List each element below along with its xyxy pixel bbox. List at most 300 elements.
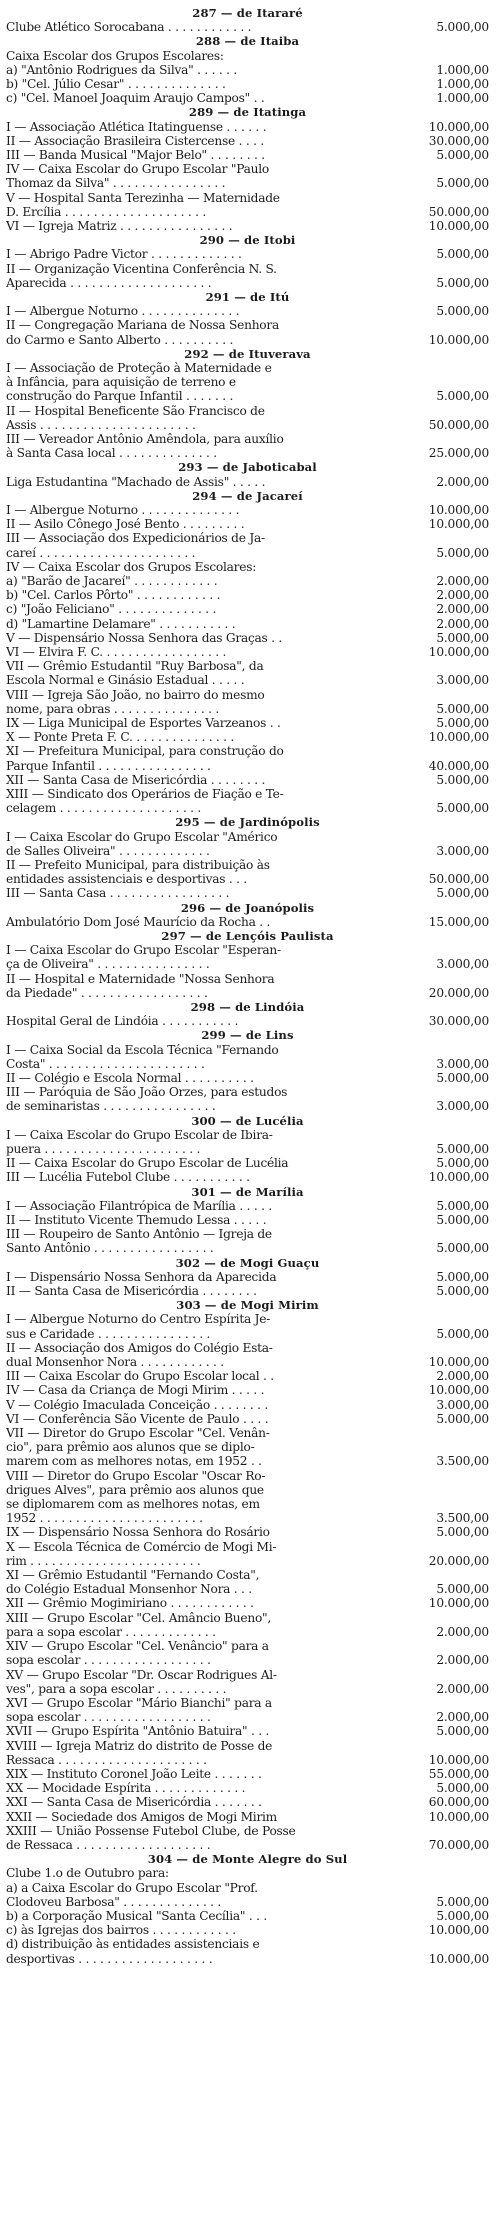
entry-line — [6, 787, 489, 801]
entry-text: II — Caixa Escolar do Grupo Escolar de Lucélia — [6, 1156, 289, 1171]
entry-amount: 3.000,00 — [436, 1099, 489, 1114]
entry-line — [6, 659, 489, 673]
entry-text: XVIII — Igreja Matriz do distrito de Posse de — [6, 1738, 273, 1753]
entry-text: I — Caixa Social da Escola Técnica "Fernando — [6, 1042, 279, 1057]
entry-text: nome, para obras . . . . . . . . . . . . . . . — [6, 701, 219, 716]
entry-line — [6, 617, 489, 631]
entry-amount: 10.000,00 — [428, 332, 489, 347]
entry-line — [6, 1668, 489, 1682]
entry-line — [6, 1398, 489, 1412]
entry-amount: 5.000,00 — [436, 247, 489, 262]
entry-text: de Ressaca . . . . . . . . . . . . . . . . . . . — [6, 1837, 211, 1852]
entry-text: III — Lucélia Futebol Clube . . . . . . . . . . . — [6, 1170, 250, 1185]
section-heading: 292 — de Ituverava — [184, 346, 311, 361]
entry-amount: 10.000,00 — [428, 645, 489, 660]
entry-line — [6, 830, 489, 844]
entry-text: se diplomarem com as melhores notas, em — [6, 1497, 260, 1512]
entry-text: XIX — Instituto Coronel João Leite . . . . . . . — [6, 1766, 262, 1781]
entry-amount: 2.000,00 — [436, 1653, 489, 1668]
entry-line — [6, 943, 489, 957]
entry-text: b) "Cel. Júlio Cesar" . . . . . . . . . . . . . . — [6, 76, 226, 91]
entry-line — [6, 1043, 489, 1057]
entry-amount: 5.000,00 — [436, 801, 489, 816]
entry-amount: 5.000,00 — [436, 1269, 489, 1284]
entry-line — [6, 1156, 489, 1170]
entry-text: I — Abrigo Padre Victor . . . . . . . . . . . . . — [6, 247, 242, 262]
entry-line — [6, 418, 489, 432]
entry-text: II — Santa Casa de Misericórdia . . . . . . . . — [6, 1284, 257, 1299]
entry-line — [6, 1213, 489, 1227]
entry-text: IX — Dispensário Nossa Senhora do Rosário — [6, 1525, 270, 1540]
entry-text: IV — Caixa Escolar dos Grupos Escolares: — [6, 559, 257, 574]
entry-line — [6, 844, 489, 858]
entry-text: II — Associação dos Amigos do Colégio Esta- — [6, 1340, 273, 1355]
entry-text: construção do Parque Infantil . . . . . . . — [6, 389, 234, 404]
entry-text: II — Congregação Mariana de Nossa Senhora — [6, 318, 279, 333]
entry-amount: 10.000,00 — [428, 1170, 489, 1185]
entry-line — [6, 773, 489, 787]
entry-text: b) a Corporação Musical "Santa Cecília" . . . — [6, 1908, 267, 1923]
entry-line — [6, 1696, 489, 1710]
entry-text: sopa escolar . . . . . . . . . . . . . . . . . . — [6, 1710, 211, 1725]
entry-line — [6, 389, 489, 403]
entry-text: à Infância, para aquisição de terreno e — [6, 375, 236, 390]
entry-amount: 10.000,00 — [428, 1355, 489, 1370]
entry-line — [6, 1582, 489, 1596]
entry-text: desportivas . . . . . . . . . . . . . . . . . . . — [6, 1951, 213, 1966]
entry-text: 1952 . . . . . . . . . . . . . . . . . . . . . . . — [6, 1511, 203, 1526]
entry-line — [6, 1312, 489, 1326]
entry-text: XXIII — União Possense Futebol Clube, de Posse — [6, 1823, 296, 1838]
section-heading: 299 — de Lins — [201, 1028, 294, 1043]
entry-text: de Salles Oliveira" . . . . . . . . . . . . . — [6, 843, 210, 858]
entry-line — [6, 77, 489, 91]
entry-line — [6, 744, 489, 758]
entry-line — [6, 1483, 489, 1497]
entry-text: Thomaz da Silva" . . . . . . . . . . . . . . . . — [6, 176, 226, 191]
entry-amount: 3.500,00 — [436, 1511, 489, 1526]
entry-amount: 10.000,00 — [428, 502, 489, 517]
entry-text: Costa" . . . . . . . . . . . . . . . . . . . . . . — [6, 1056, 205, 1071]
entry-text: II — Asilo Cônego José Bento . . . . . . . . . — [6, 517, 245, 532]
entry-amount: 5.000,00 — [436, 1241, 489, 1256]
entry-line — [6, 1270, 489, 1284]
entry-line — [6, 375, 489, 389]
entry-text: careí . . . . . . . . . . . . . . . . . . . . . . — [6, 545, 196, 560]
entry-text: VIII — Diretor do Grupo Escolar "Oscar Ro- — [6, 1468, 266, 1483]
entry-amount: 5.000,00 — [436, 701, 489, 716]
entry-line — [6, 759, 489, 773]
entry-text: III — Paróquia de São João Orzes, para estudos — [6, 1085, 288, 1100]
entry-text: c) "Cel. Manoel Joaquim Araujo Campos" . . — [6, 91, 265, 106]
entry-amount: 2.000,00 — [436, 588, 489, 603]
entry-line — [6, 1014, 489, 1028]
entry-text: I — Associação de Proteção à Maternidade e — [6, 360, 272, 375]
entry-text: sus e Caridade . . . . . . . . . . . . . . . . — [6, 1326, 211, 1341]
entry-text: XII — Grêmio Mogimiriano . . . . . . . . . . . . — [6, 1596, 254, 1611]
entry-amount: 30.000,00 — [428, 1014, 489, 1029]
entry-amount: 25.000,00 — [428, 446, 489, 461]
entry-line — [6, 1412, 489, 1426]
entry-line — [6, 1071, 489, 1085]
entry-line — [6, 262, 489, 276]
section-heading: 301 — de Marília — [191, 1184, 304, 1199]
entry-line — [6, 205, 489, 219]
entry-amount: 60.000,00 — [428, 1795, 489, 1810]
entry-text: ves", para a sopa escolar . . . . . . . . . . — [6, 1681, 227, 1696]
entry-line — [6, 1057, 489, 1071]
entry-line — [6, 546, 489, 560]
entry-amount: 50.000,00 — [428, 872, 489, 887]
entry-amount: 5.000,00 — [436, 275, 489, 290]
entry-line — [6, 1241, 489, 1255]
entry-line — [6, 957, 489, 971]
entry-amount: 10.000,00 — [428, 1809, 489, 1824]
entry-line — [6, 1724, 489, 1738]
entry-line — [6, 432, 489, 446]
entry-amount: 2.000,00 — [436, 1624, 489, 1639]
entry-text: a) "Barão de Jacareí" . . . . . . . . . . . . — [6, 574, 218, 588]
entry-amount: 20.000,00 — [428, 985, 489, 1000]
entry-text: Escola Normal e Ginásio Estadual . . . . . — [6, 673, 245, 688]
entry-text: V — Hospital Santa Terezinha — Maternidade — [6, 190, 280, 205]
entry-amount: 5.000,00 — [436, 20, 489, 35]
entry-text: I — Associação Filantrópica de Marília . . . . . — [6, 1198, 272, 1213]
entry-text: a) "Antônio Rodrigues da Silva" . . . . . . — [6, 62, 237, 77]
entry-line — [6, 162, 489, 176]
section-heading: 300 — de Lucélia — [191, 1113, 304, 1128]
entry-text: II — Hospital Beneficente São Francisco de — [6, 403, 265, 418]
entry-amount: 5.000,00 — [436, 1525, 489, 1540]
entry-line — [6, 318, 489, 332]
entry-line — [6, 503, 489, 517]
entry-amount: 10.000,00 — [428, 1923, 489, 1938]
entry-text: VII — Grêmio Estudantil "Ruy Barbosa", da — [6, 659, 264, 674]
entry-amount: 3.000,00 — [436, 1056, 489, 1071]
entry-line — [6, 1497, 489, 1511]
entry-amount: 2.000,00 — [436, 1681, 489, 1696]
entry-text: VIII — Igreja São João, no bairro do mesmo — [6, 687, 265, 702]
entry-line — [6, 1923, 489, 1937]
entry-text: entidades assistenciais e desportivas . . . — [6, 872, 247, 887]
entry-text: para a sopa escolar . . . . . . . . . . . . . — [6, 1624, 216, 1639]
entry-line — [6, 1540, 489, 1554]
entry-line — [6, 730, 489, 744]
section-heading: 288 — de Itaiba — [195, 34, 300, 49]
entry-text: I — Associação Atlética Itatinguense . . . . . . — [6, 119, 267, 134]
section-heading: 296 — de Joanópolis — [180, 900, 315, 915]
section-heading: 298 — de Lindóia — [190, 1000, 305, 1015]
entry-amount: 3.000,00 — [436, 843, 489, 858]
entry-text: celagem . . . . . . . . . . . . . . . . . . . . — [6, 801, 201, 816]
entry-text: III — Caixa Escolar do Grupo Escolar local . . — [6, 1369, 274, 1384]
entry-line — [6, 1383, 489, 1397]
entry-line — [6, 1199, 489, 1213]
entry-amount: 1.000,00 — [436, 76, 489, 91]
entry-amount: 30.000,00 — [428, 133, 489, 148]
entry-line — [6, 1341, 489, 1355]
entry-line — [6, 219, 489, 233]
entry-line — [6, 858, 489, 872]
entry-text: Clube 1.o de Outubro para: — [6, 1866, 169, 1881]
entry-amount: 5.000,00 — [436, 304, 489, 319]
entry-text: I — Dispensário Nossa Senhora da Aparecida — [6, 1269, 277, 1284]
entry-line — [6, 602, 489, 616]
entry-amount: 5.000,00 — [436, 630, 489, 645]
entry-text: II — Associação Brasileira Cistercense . . . . — [6, 133, 264, 148]
entry-text: II — Organização Vicentina Conferência N. S. — [6, 261, 277, 276]
entry-amount: 50.000,00 — [428, 417, 489, 432]
entry-text: Parque Infantil . . . . . . . . . . . . . . . . — [6, 758, 211, 773]
entry-line — [6, 1085, 489, 1099]
entry-amount: 5.000,00 — [436, 1156, 489, 1171]
entry-amount: 3.000,00 — [436, 1397, 489, 1412]
entry-amount: 10.000,00 — [428, 119, 489, 134]
entry-text: III — Roupeiro de Santo Antônio — Igreja de — [6, 1227, 272, 1242]
entry-line — [6, 631, 489, 645]
entry-amount: 3.000,00 — [436, 673, 489, 688]
entry-amount: 15.000,00 — [428, 914, 489, 929]
entry-text: XIV — Grupo Escolar "Cel. Venâncio" para a — [6, 1639, 269, 1654]
entry-line — [6, 1625, 489, 1639]
entry-line — [6, 986, 489, 1000]
entry-text: à Santa Casa local . . . . . . . . . . . . . . — [6, 446, 217, 461]
entry-text: d) distribuição às entidades assistenciais e — [6, 1937, 260, 1952]
entry-text: do Carmo e Santo Alberto . . . . . . . . . . — [6, 332, 234, 347]
entry-line — [6, 716, 489, 730]
entry-text: III — Banda Musical "Major Belo" . . . . . . . . — [6, 147, 265, 162]
entry-amount: 5.000,00 — [436, 545, 489, 560]
entry-line — [6, 645, 489, 659]
section-heading: 287 — de Itararé — [192, 6, 303, 20]
entry-text: I — Caixa Escolar do Grupo Escolar de Ibira- — [6, 1127, 273, 1142]
entry-line — [6, 560, 489, 574]
entry-text: I — Caixa Escolar do Grupo Escolar "Américo — [6, 829, 278, 844]
entry-amount: 5.000,00 — [436, 176, 489, 191]
entry-text: de seminaristas . . . . . . . . . . . . . . . . — [6, 1099, 216, 1114]
entry-text: a) a Caixa Escolar do Grupo Escolar "Prof. — [6, 1880, 258, 1895]
entry-text: X — Ponte Preta F. C. . . . . . . . . . . . . . . — [6, 730, 235, 745]
entry-text: XV — Grupo Escolar "Dr. Oscar Rodrigues Al- — [6, 1667, 277, 1682]
entry-line — [6, 49, 489, 63]
entry-line — [6, 475, 489, 489]
entry-amount: 5.000,00 — [436, 1071, 489, 1086]
entry-text: II — Hospital e Maternidade "Nossa Senhora — [6, 971, 275, 986]
entry-text: V — Dispensário Nossa Senhora das Graças . . — [6, 630, 283, 645]
entry-text: Clodoveu Barbosa" . . . . . . . . . . . . . . — [6, 1894, 222, 1909]
entry-text: c) às Igrejas dos bairros . . . . . . . . . . . . — [6, 1923, 236, 1938]
entry-amount: 2.000,00 — [436, 1710, 489, 1725]
entry-line — [6, 1937, 489, 1951]
entry-text: II — Colégio e Escola Normal . . . . . . . . . . — [6, 1071, 254, 1086]
entry-text: d) "Lamartine Delamare" . . . . . . . . . . . — [6, 616, 236, 631]
section-heading: 297 — de Lençóis Paulista — [161, 929, 334, 944]
entry-text: XI — Grêmio Estudantil "Fernando Costa", — [6, 1568, 260, 1583]
entry-amount: 10.000,00 — [428, 1951, 489, 1966]
entry-amount: 70.000,00 — [428, 1837, 489, 1852]
entry-text: XXII — Sociedade dos Amigos de Mogi Mirim — [6, 1809, 277, 1824]
entry-line — [6, 517, 489, 531]
entry-amount: 10.000,00 — [428, 517, 489, 532]
entry-amount: 5.000,00 — [436, 1781, 489, 1796]
entry-line — [6, 1227, 489, 1241]
entry-line — [6, 276, 489, 290]
entry-line — [6, 1327, 489, 1341]
entry-text: da Piedade" . . . . . . . . . . . . . . . . . . — [6, 985, 208, 1000]
entry-line — [6, 1142, 489, 1156]
entry-text: c) "João Feliciano" . . . . . . . . . . . . . . — [6, 602, 217, 617]
entry-line — [6, 1170, 489, 1184]
entry-line — [6, 1952, 489, 1966]
entry-text: X — Escola Técnica de Comércio de Mogi Mi- — [6, 1539, 277, 1554]
entry-amount: 55.000,00 — [428, 1766, 489, 1781]
entry-line — [6, 1753, 489, 1767]
entry-amount: 40.000,00 — [428, 758, 489, 773]
entry-line — [6, 1525, 489, 1539]
entry-text: III — Vereador Antônio Amêndola, para auxílio — [6, 432, 284, 446]
entry-line — [6, 1682, 489, 1696]
entry-text: marem com as melhores notas, em 1952 . . — [6, 1454, 262, 1469]
entry-text: II — Instituto Vicente Themudo Lessa . . . . . — [6, 1213, 267, 1228]
entry-amount: 5.000,00 — [436, 1198, 489, 1213]
entry-line — [6, 1554, 489, 1568]
entry-text: IV — Casa da Criança de Mogi Mirim . . . . . — [6, 1383, 265, 1398]
section-heading: 294 — de Jacareí — [192, 488, 303, 503]
entry-text: puera . . . . . . . . . . . . . . . . . . . . . . — [6, 1142, 201, 1157]
entry-line — [6, 1639, 489, 1653]
entry-amount: 50.000,00 — [428, 204, 489, 219]
entry-line — [6, 1454, 489, 1468]
entry-amount: 10.000,00 — [428, 730, 489, 745]
entry-amount: 5.000,00 — [436, 1411, 489, 1426]
entry-line — [6, 1469, 489, 1483]
entry-line — [6, 1611, 489, 1625]
entry-text: IV — Caixa Escolar do Grupo Escolar "Paulo — [6, 162, 269, 177]
entry-line — [6, 1881, 489, 1895]
entry-line — [6, 1128, 489, 1142]
entry-text: Liga Estudantina "Machado de Assis" . . . . . — [6, 474, 266, 489]
entry-line — [6, 1767, 489, 1781]
entry-line — [6, 972, 489, 986]
entry-text: ça de Oliveira" . . . . . . . . . . . . . . . . — [6, 957, 210, 972]
entry-line — [6, 872, 489, 886]
entry-amount: 5.000,00 — [436, 1908, 489, 1923]
entry-text: XX — Mocidade Espírita . . . . . . . . . . . . . — [6, 1781, 246, 1796]
entry-text: XIII — Grupo Escolar "Cel. Amâncio Bueno", — [6, 1610, 272, 1625]
entry-line — [6, 1440, 489, 1454]
entry-text: XXI — Santa Casa de Misericórdia . . . . . . . — [6, 1795, 262, 1810]
entry-line — [6, 20, 489, 34]
entry-amount: 20.000,00 — [428, 1553, 489, 1568]
entry-line — [6, 1710, 489, 1724]
section-heading: 293 — de Jaboticabal — [178, 460, 317, 475]
entry-line — [6, 446, 489, 460]
entry-line — [6, 247, 489, 261]
entry-amount: 10.000,00 — [428, 1752, 489, 1767]
section-heading: 295 — de Jardinópolis — [175, 815, 320, 830]
entry-text: b) "Cel. Carlos Pôrto" . . . . . . . . . . . . — [6, 588, 221, 603]
entry-line — [6, 134, 489, 148]
entry-text: Aparecida . . . . . . . . . . . . . . . . . . . . — [6, 275, 212, 290]
entry-text: IX — Liga Municipal de Esportes Varzeanos . . — [6, 716, 281, 731]
entry-line — [6, 1810, 489, 1824]
section-heading: 291 — de Itú — [205, 290, 290, 304]
entry-amount: 5.000,00 — [436, 1326, 489, 1341]
entry-amount: 3.500,00 — [436, 1454, 489, 1469]
entry-amount: 5.000,00 — [436, 389, 489, 404]
entry-text: VI — Elvira F. C. . . . . . . . . . . . . . . . . . — [6, 645, 227, 660]
entry-line — [6, 1838, 489, 1852]
entry-line — [6, 148, 489, 162]
entry-amount: 5.000,00 — [436, 886, 489, 901]
entry-line — [6, 120, 489, 134]
entry-text: XII — Santa Casa de Misericórdia . . . . . . . . — [6, 772, 266, 787]
entry-text: V — Colégio Imaculada Conceição . . . . . . . . — [6, 1397, 268, 1412]
entry-line — [6, 915, 489, 929]
entry-text: III — Santa Casa . . . . . . . . . . . . . . . . . — [6, 886, 230, 901]
entry-line — [6, 1355, 489, 1369]
entry-amount: 5.000,00 — [436, 1284, 489, 1299]
entry-amount: 5.000,00 — [436, 772, 489, 787]
entry-amount: 1.000,00 — [436, 62, 489, 77]
entry-amount: 5.000,00 — [436, 716, 489, 731]
entry-text: do Colégio Estadual Monsenhor Nora . . . — [6, 1582, 252, 1597]
entry-line — [6, 1369, 489, 1383]
entry-line — [6, 588, 489, 602]
entry-text: Ambulatório Dom José Maurício da Rocha . . — [6, 914, 271, 929]
entry-amount: 5.000,00 — [436, 1724, 489, 1739]
entry-text: Clube Atlético Sorocabana . . . . . . . . . . . . — [6, 20, 252, 35]
entry-text: rim . . . . . . . . . . . . . . . . . . . . . . . . — [6, 1553, 201, 1568]
entry-amount: 2.000,00 — [436, 474, 489, 489]
entry-amount: 1.000,00 — [436, 91, 489, 106]
entry-text: XVII — Grupo Espírita "Antônio Batuira" . . . — [6, 1724, 270, 1739]
section-heading: 302 — de Mogi Guaçu — [175, 1255, 320, 1270]
entry-amount: 5.000,00 — [436, 1582, 489, 1597]
entry-text: Caixa Escolar dos Grupos Escolares: — [6, 48, 224, 63]
entry-amount: 2.000,00 — [436, 574, 489, 588]
entry-line — [6, 688, 489, 702]
entry-text: dual Monsenhor Nora . . . . . . . . . . . . — [6, 1355, 224, 1370]
entry-amount: 10.000,00 — [428, 1596, 489, 1611]
entry-line — [6, 1895, 489, 1909]
entry-line — [6, 702, 489, 716]
section-heading: 304 — de Monte Alegre do Sul — [147, 1852, 348, 1867]
entry-amount: 5.000,00 — [436, 1213, 489, 1228]
entry-text: III — Associação dos Expedicionários de Ja- — [6, 531, 265, 546]
entry-line — [6, 1284, 489, 1298]
entry-amount: 10.000,00 — [428, 219, 489, 233]
entry-line — [6, 1568, 489, 1582]
entry-text: sopa escolar . . . . . . . . . . . . . . . . . . — [6, 1653, 211, 1668]
entry-amount: 5.000,00 — [436, 147, 489, 162]
section-heading: 290 — de Itobi — [199, 233, 296, 248]
entry-text: VI — Conferência São Vicente de Paulo . . . . — [6, 1411, 269, 1426]
entry-text: I — Albergue Noturno . . . . . . . . . . . . . . — [6, 304, 240, 319]
section-heading: 289 — de Itatinga — [188, 105, 307, 120]
entry-text: Ressaca . . . . . . . . . . . . . . . . . . . . . — [6, 1752, 207, 1767]
entry-line — [6, 176, 489, 190]
entry-text: I — Caixa Escolar do Grupo Escolar "Esperan- — [6, 943, 281, 958]
entry-line — [6, 801, 489, 815]
entry-line — [6, 1795, 489, 1809]
entry-text: II — Prefeito Municipal, para distribuição às — [6, 858, 270, 873]
entry-text: I — Albergue Noturno do Centro Espírita Je- — [6, 1312, 271, 1327]
entry-line — [6, 574, 489, 588]
entry-amount: 3.000,00 — [436, 957, 489, 972]
entry-text: drigues Alves", para prêmio aos alunos que — [6, 1482, 264, 1497]
entry-line — [6, 673, 489, 687]
